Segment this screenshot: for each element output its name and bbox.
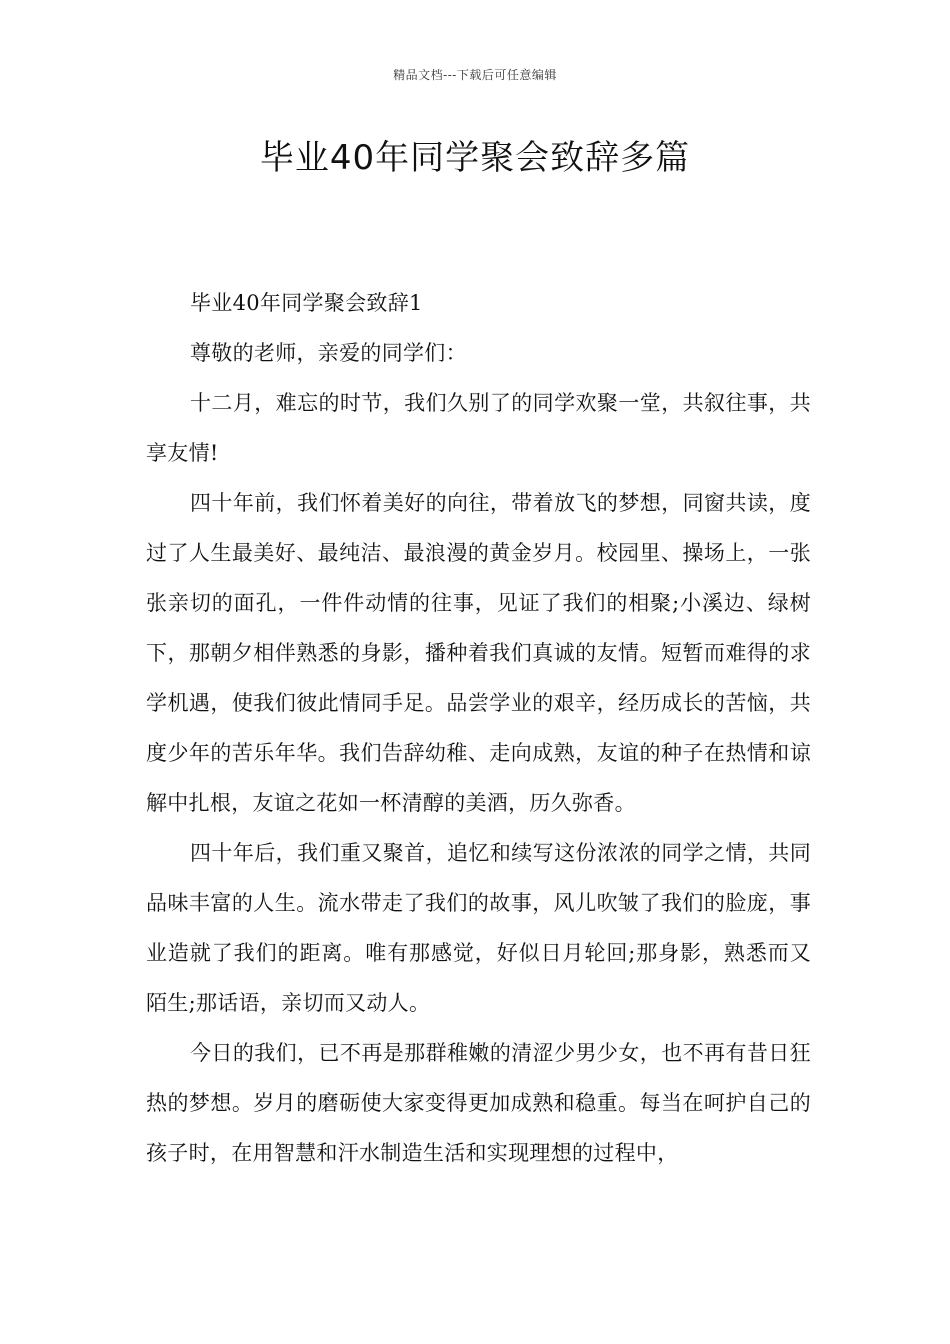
paragraph: 四十年前，我们怀着美好的向往，带着放飞的梦想，同窗共读，度过了人生最美好、最纯洁、最浪漫的黄金岁月。校园里、操场上，一张张亲切的面孔，一件件动情的往事，见证了我们的相聚;小溪边、绿树下，那朝夕相伴熟悉的身影，播种着我们真诚的友情。短暂而难得的求学机遇，使我们彼此情同手足。品尝学业的艰辛，经历成长的苦恼，共度少年的苦乐年华。我们告辞幼稚、走向成熟，友谊的种子在热情和谅解中扎根，友谊之花如一杯清醇的美酒，历久弥香。 xyxy=(146,491,811,815)
paragraph: 十二月，难忘的时节，我们久别了的同学欢聚一堂，共叙往事，共享友情! xyxy=(146,391,811,465)
salutation: 尊敬的老师，亲爱的同学们： xyxy=(190,341,467,365)
document-body xyxy=(146,278,811,1178)
paragraph: 今日的我们，已不再是那群稚嫩的清涩少男少女，也不再有昔日狂热的梦想。岁月的磨砺使大家变得更加成熟和稳重。每当在呵护自己的孩子时，在用智慧和汗水制造生活和实现理想的过程中， xyxy=(146,1041,811,1165)
section-heading: 毕业40年同学聚会致辞1 xyxy=(190,291,423,315)
document-title: 毕业40年同学聚会致辞多篇 xyxy=(259,138,691,178)
paragraph: 四十年后，我们重又聚首，追忆和续写这份浓浓的同学之情，共同品味丰富的人生。流水带走了我们的故事，风儿吹皱了我们的脸庞，事业造就了我们的距离。唯有那感觉，好似日月轮回;那身影，熟悉而又陌生;那话语，亲切而又动人。 xyxy=(146,841,811,1015)
header-note: 精品文档---下载后可任意编辑 xyxy=(393,68,557,82)
